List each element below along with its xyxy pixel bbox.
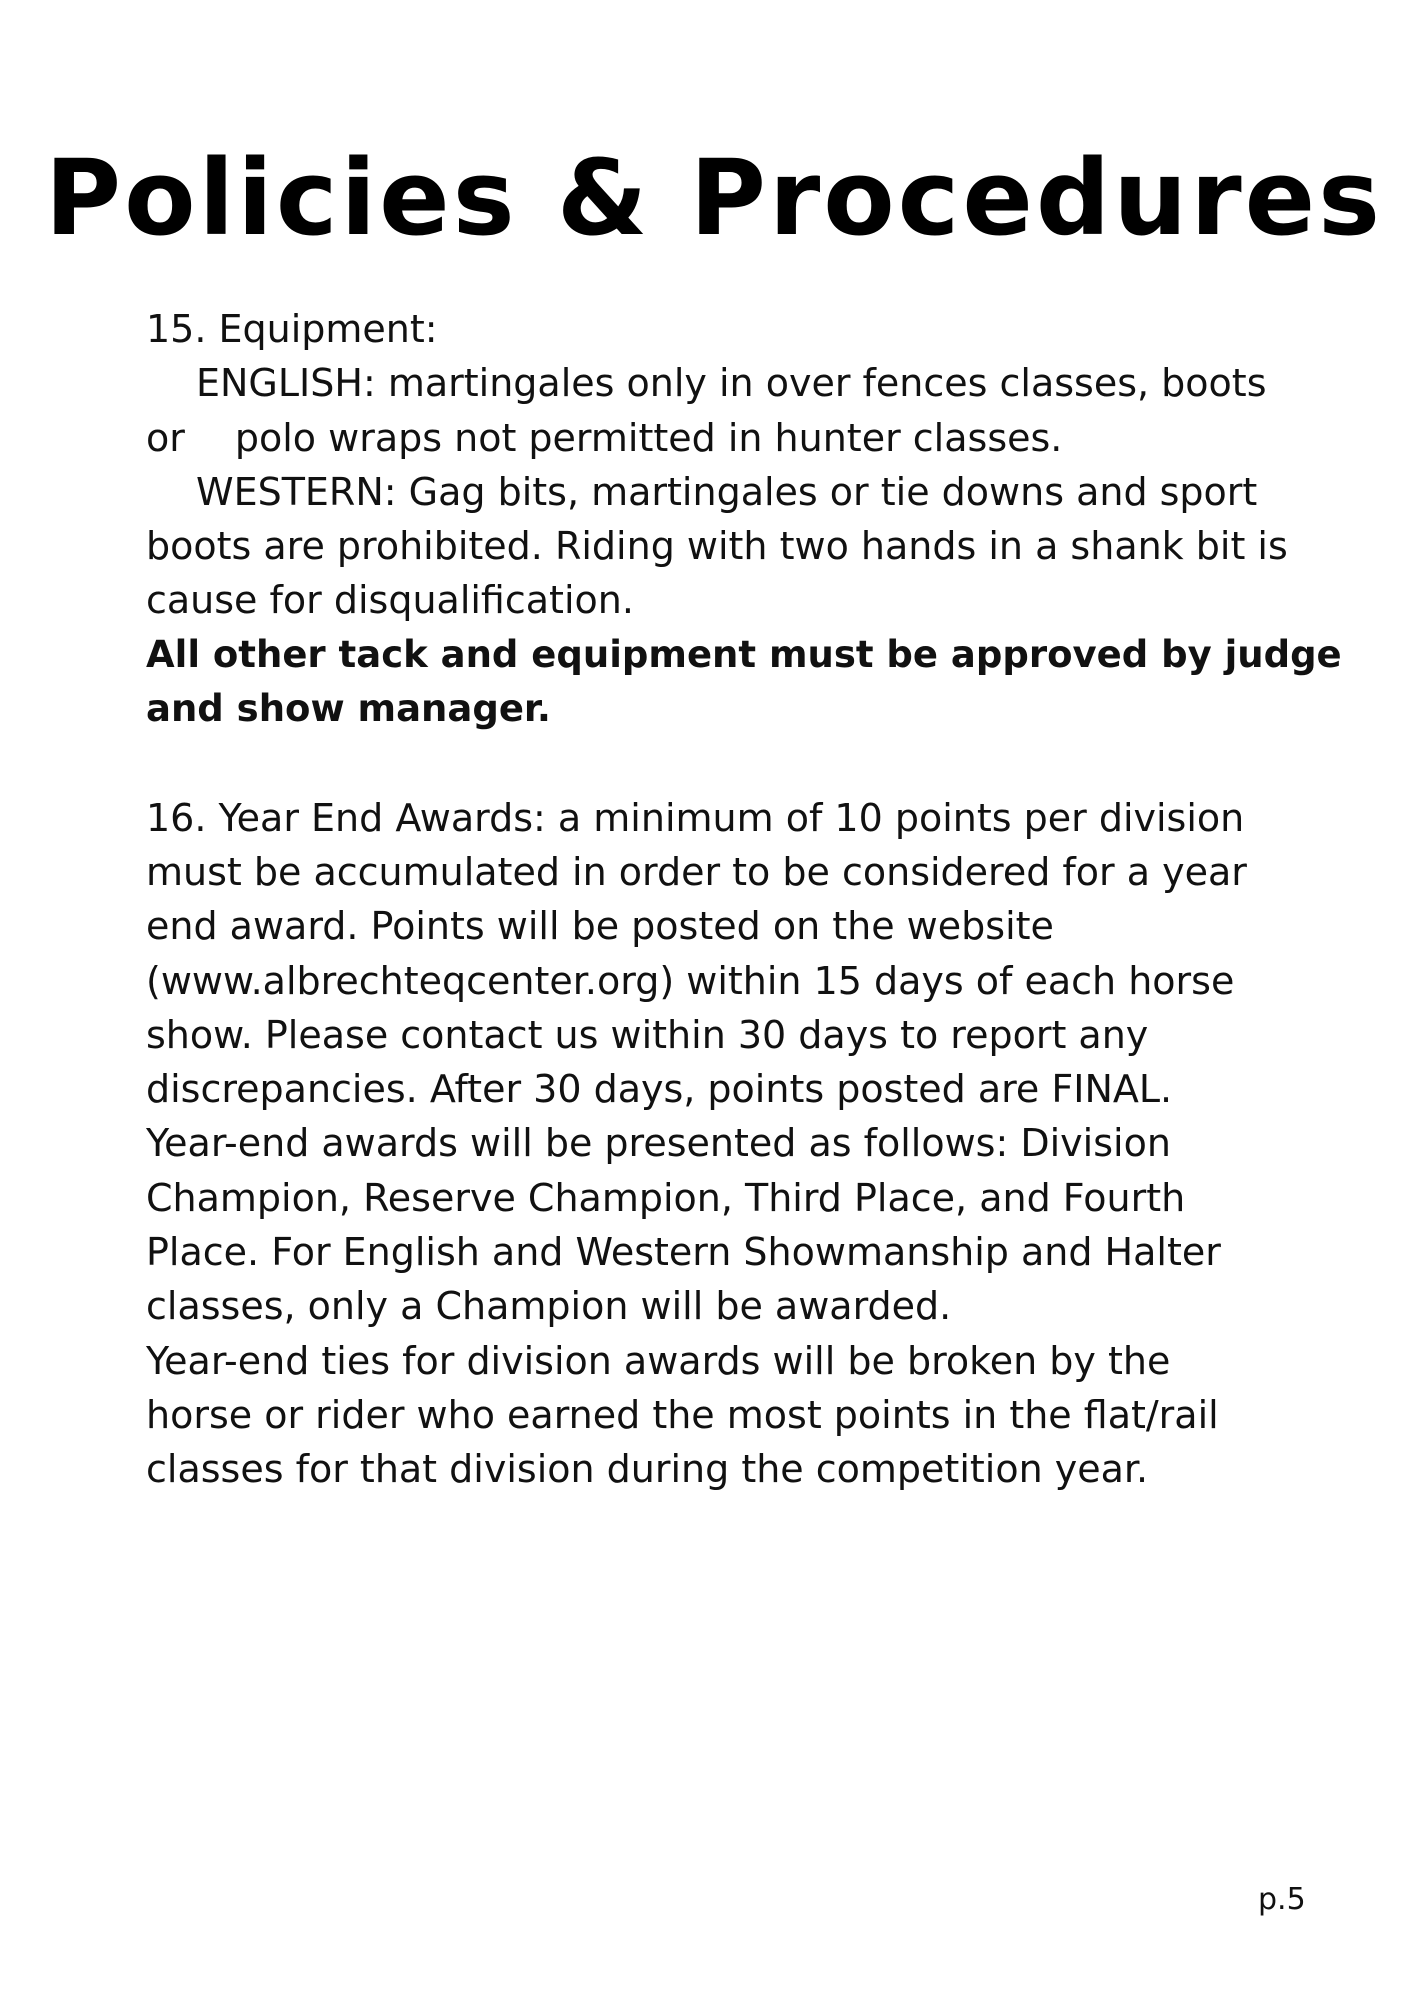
western-rule-line-3: cause for disqualification. xyxy=(146,578,634,623)
section-16-line: 16. Year End Awards: a minimum of 10 points per division xyxy=(146,795,1245,840)
section-16-line: horse or rider who earned the most points in the flat/rail xyxy=(146,1392,1219,1437)
western-rule-line-1: WESTERN: Gag bits, martingales or tie downs and sport xyxy=(196,469,1258,514)
approval-note-line-2: and show manager. xyxy=(146,687,551,731)
section-16-line: classes, only a Champion will be awarded. xyxy=(146,1284,952,1329)
section-16-line: classes for that division during the competition year. xyxy=(146,1447,1149,1492)
approval-note-line-1: All other tack and equipment must be approved by judge xyxy=(146,632,1342,676)
english-rule-line-1: ENGLISH: martingales only in over fences classes, boots xyxy=(196,361,1267,406)
western-rule-line-2: boots are prohibited. Riding with two hands in a shank bit is xyxy=(146,524,1288,569)
paragraph-spacer xyxy=(146,736,1326,790)
page-number: p.5 xyxy=(1258,1882,1306,1917)
page-title: Policies & Procedures xyxy=(44,137,1384,259)
english-rule-line-2-start: or xyxy=(146,415,185,460)
english-rule-line-2 xyxy=(146,411,1326,465)
english-rule-line-2-rest: polo wraps not permitted in hunter classes. xyxy=(234,415,1063,460)
section-16-line: Year-end ties for division awards will be broken by the xyxy=(146,1338,1171,1383)
section-15-heading: 15. Equipment: xyxy=(146,307,438,351)
section-16-line: must be accumulated in order to be considered for a year xyxy=(146,849,1247,894)
section-16-line: Year-end awards will be presented as follows: Division xyxy=(146,1121,1171,1166)
section-16-line: end award. Points will be posted on the website xyxy=(146,904,1054,949)
section-16-line: Place. For English and Western Showmanship and Halter xyxy=(146,1230,1221,1275)
policy-body xyxy=(146,302,1342,1497)
section-16-line: (www.albrechteqcenter.org) within 15 days of each horse xyxy=(146,958,1235,1003)
section-16-line: Champion, Reserve Champion, Third Place, and Fourth xyxy=(146,1175,1186,1220)
section-16-line: show. Please contact us within 30 days to report any xyxy=(146,1012,1149,1057)
section-16-line: discrepancies. After 30 days, points posted are FINAL. xyxy=(146,1067,1173,1112)
